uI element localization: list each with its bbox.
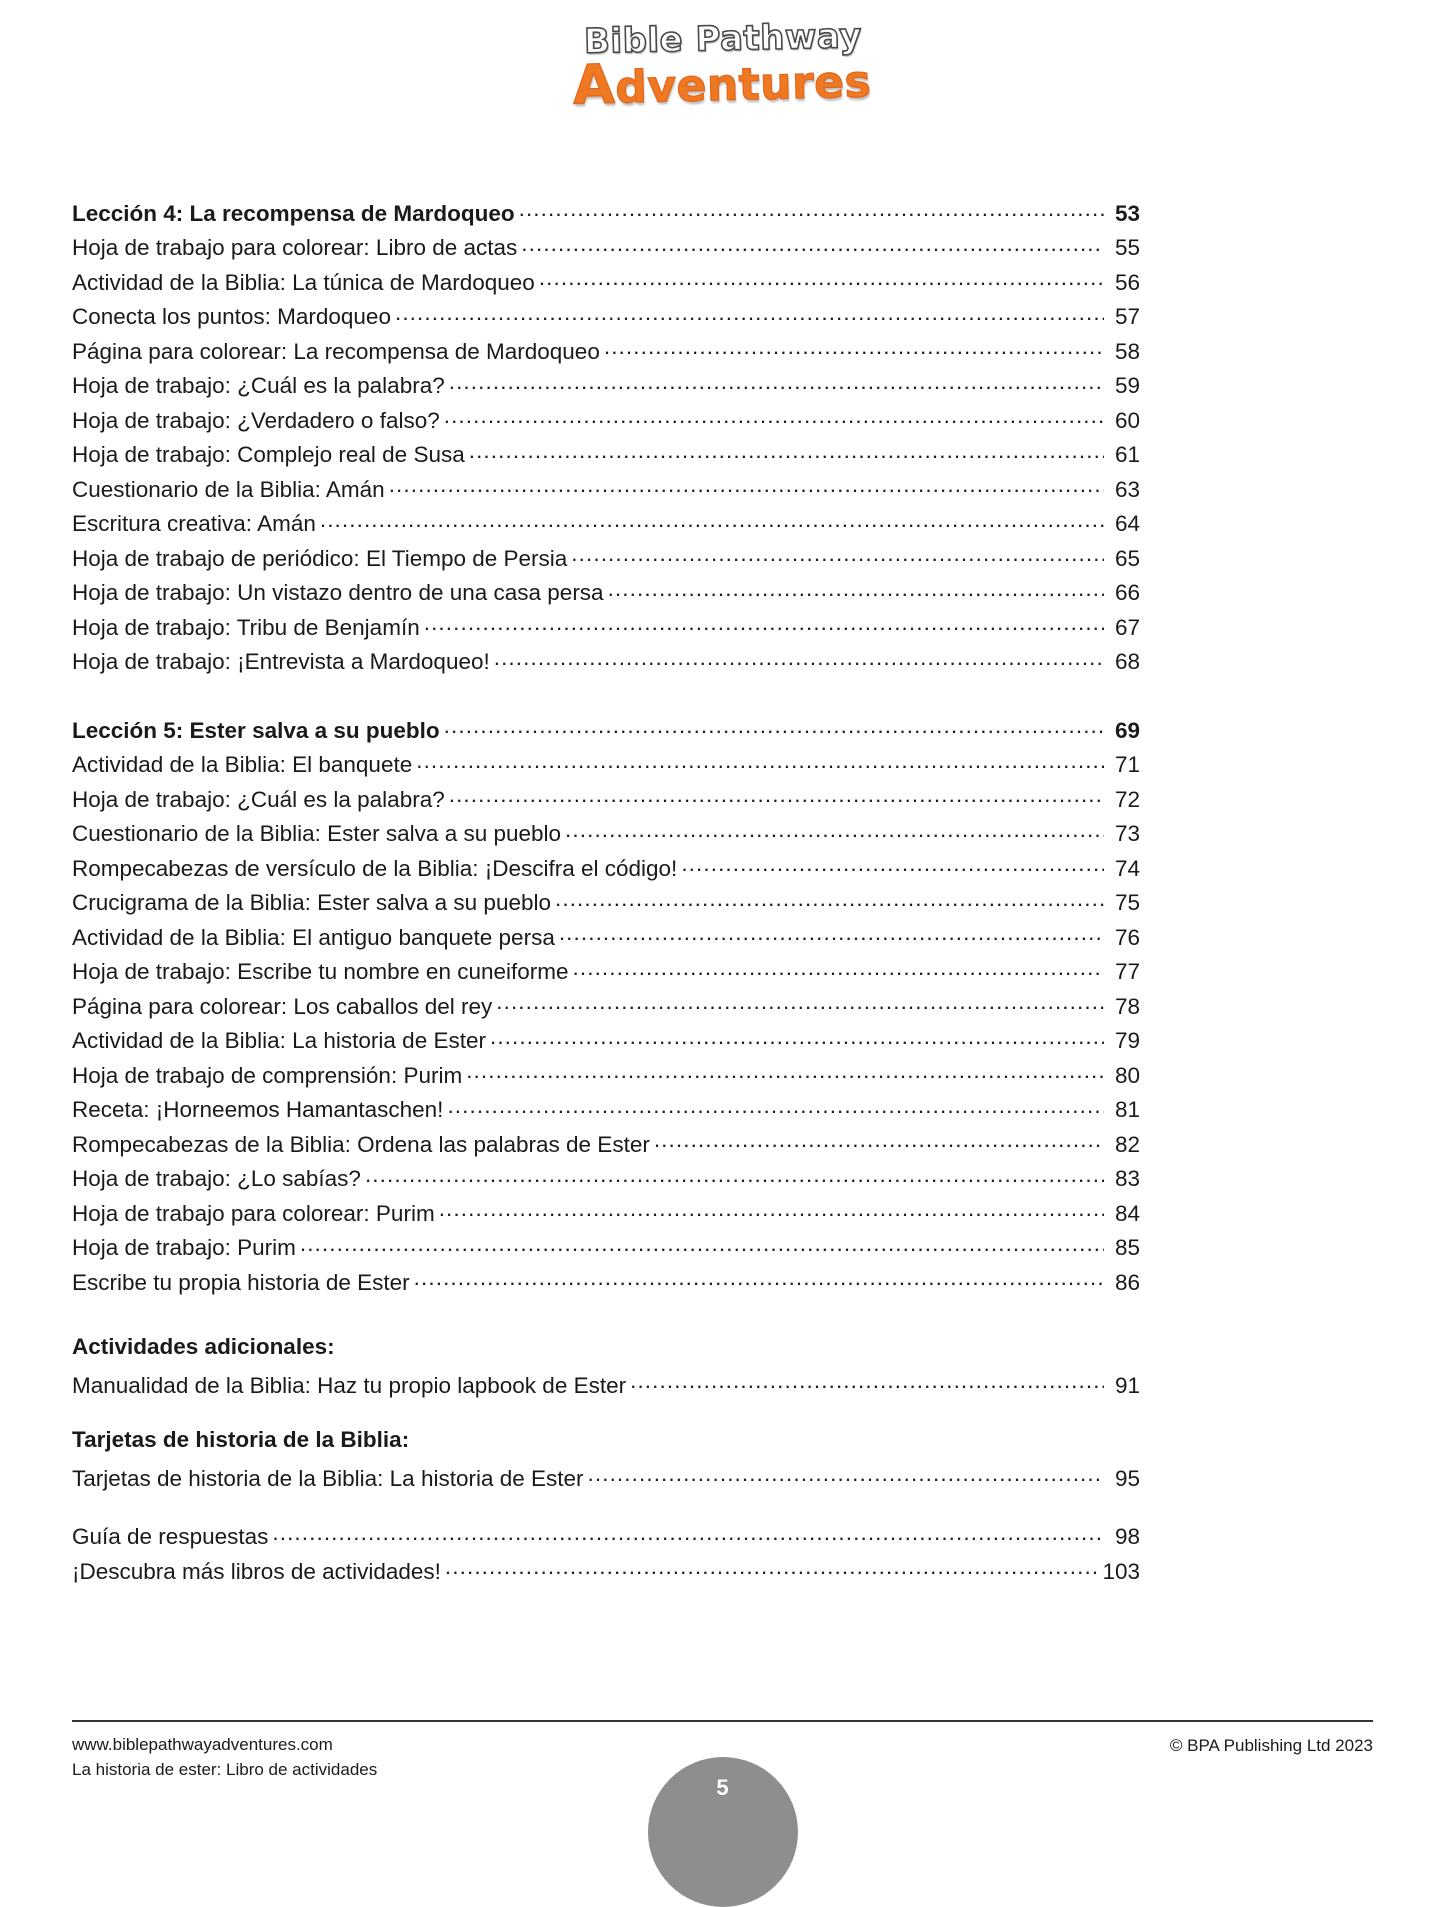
leader-dots	[395, 302, 1104, 325]
toc-entry-label: Crucigrama de la Biblia: Ester salva a su pueblo	[72, 890, 551, 915]
footer-copyright: © BPA Publishing Ltd 2023	[1169, 1736, 1373, 1755]
leader-dots	[320, 509, 1104, 532]
toc-heading-actividades-adicionales: Actividades adicionales:	[72, 1333, 335, 1359]
logo-line-adventures	[572, 52, 873, 117]
section-spacer	[72, 1498, 1140, 1522]
toc-entry-label: Hoja de trabajo para colorear: Libro de actas	[72, 235, 518, 260]
leader-dots	[389, 474, 1104, 497]
toc-entry[interactable]	[72, 371, 1140, 406]
toc-entry-label: Receta: ¡Horneemos Hamantaschen!	[72, 1097, 444, 1122]
toc-entry[interactable]	[72, 784, 1140, 819]
toc-entry[interactable]	[72, 922, 1140, 957]
toc-entry[interactable]	[72, 509, 1140, 544]
toc-entry-label: Hoja de trabajo: ¿Cuál es la palabra?	[72, 786, 445, 812]
toc-entry-page: 56	[1114, 269, 1140, 295]
footer-left-block	[72, 1733, 377, 1782]
leader-dots	[496, 991, 1104, 1014]
toc-entry-page: 66	[1114, 580, 1140, 605]
toc-entry-label: Actividad de la Biblia: El antiguo banquete persa	[72, 924, 555, 950]
toc-entry-page: 78	[1114, 993, 1140, 1019]
leader-dots	[447, 1095, 1104, 1118]
toc-heading-leccion-4[interactable]	[72, 198, 1140, 233]
toc-entry-label: Actividad de la Biblia: La túnica de Mardoqueo	[72, 269, 535, 295]
toc-entry-page: 64	[1114, 511, 1140, 536]
toc-entry[interactable]	[72, 302, 1140, 337]
toc-entry-label: Hoja de trabajo: Un vistazo dentro de una casa persa	[72, 580, 604, 605]
leader-dots	[445, 1556, 1101, 1579]
toc-entry-label: Hoja de trabajo de periódico: El Tiempo de Persia	[72, 545, 568, 571]
toc-entry-label: Manualidad de la Biblia: Haz tu propio lapbook de Ester	[72, 1372, 627, 1398]
table-of-contents	[72, 198, 1140, 1591]
toc-entry[interactable]	[72, 1026, 1140, 1061]
toc-entry-page: 63	[1114, 476, 1140, 502]
page-number-badge	[648, 1757, 798, 1907]
toc-entry[interactable]	[72, 1267, 1140, 1302]
leader-dots	[449, 371, 1104, 394]
toc-entry-page: 59	[1114, 373, 1140, 398]
toc-entry-page: 85	[1114, 1235, 1140, 1260]
leader-dots	[559, 922, 1104, 945]
toc-entry[interactable]	[72, 267, 1140, 302]
toc-entry[interactable]	[72, 1370, 1140, 1405]
toc-entry-page: 73	[1114, 821, 1140, 846]
toc-entry[interactable]	[72, 405, 1140, 440]
logo-line-bible-pathway: Bible Pathway	[583, 16, 862, 62]
footer-subtitle: La historia de ester: Libro de actividades	[72, 1759, 378, 1779]
toc-entry-label: Actividad de la Biblia: La historia de Ester	[72, 1028, 486, 1053]
page-number-value: 5	[716, 1775, 729, 1800]
toc-entry-page: 71	[1114, 752, 1140, 777]
toc-entry-label: Hoja de trabajo para colorear: Purim	[72, 1200, 435, 1226]
toc-entry-label: Hoja de trabajo: Complejo real de Susa	[72, 442, 465, 467]
leader-dots	[681, 853, 1104, 876]
leader-dots	[469, 440, 1104, 463]
toc-entry-page: 68	[1114, 649, 1140, 674]
leader-dots	[416, 750, 1104, 773]
toc-entry-label: Hoja de trabajo: Purim	[72, 1235, 296, 1260]
logo-adventures-rest: dventures	[615, 56, 873, 114]
toc-entry[interactable]	[72, 233, 1140, 268]
leader-dots	[494, 647, 1104, 670]
toc-entry-label: ¡Descubra más libros de actividades!	[72, 1558, 441, 1584]
toc-entry[interactable]	[72, 1095, 1140, 1130]
toc-entry-label: Hoja de trabajo: ¡Entrevista a Mardoqueo!	[72, 649, 490, 674]
toc-entry-label: Escribe tu propia historia de Ester	[72, 1269, 410, 1295]
leader-dots	[449, 784, 1104, 807]
logo-adventures-initial: A	[572, 52, 617, 117]
leader-dots	[654, 1129, 1104, 1152]
toc-heading-page: 53	[1114, 200, 1140, 226]
leader-dots	[424, 612, 1104, 635]
leader-dots	[414, 1267, 1104, 1290]
toc-entry-page: 67	[1114, 614, 1140, 640]
toc-entry[interactable]	[72, 819, 1140, 854]
toc-heading-label: Lección 5: Ester salva a su pueblo	[72, 717, 440, 743]
toc-entry-page: 57	[1114, 304, 1140, 329]
toc-entry[interactable]	[72, 888, 1140, 923]
toc-entry-page: 74	[1114, 855, 1140, 881]
toc-entry-label: Rompecabezas de versículo de la Biblia: ¡Descifra el código!	[72, 855, 678, 881]
leader-dots	[490, 1026, 1104, 1049]
toc-entry[interactable]	[72, 1164, 1140, 1199]
toc-entry-label: Cuestionario de la Biblia: Amán	[72, 476, 385, 502]
toc-entry[interactable]	[72, 440, 1140, 475]
footer-website[interactable]: www.biblepathwayadventures.com	[72, 1735, 333, 1754]
leader-dots	[555, 888, 1104, 911]
toc-entry-label: Hoja de trabajo: Tribu de Benjamín	[72, 614, 420, 640]
leader-dots	[539, 267, 1104, 290]
leader-dots	[573, 957, 1104, 980]
brand-logo	[0, 16, 1445, 117]
toc-entry[interactable]	[72, 543, 1140, 578]
toc-entry-label: Conecta los puntos: Mardoqueo	[72, 304, 391, 329]
toc-entry-page: 81	[1114, 1097, 1140, 1122]
toc-entry-page: 91	[1114, 1372, 1140, 1398]
toc-entry-page: 95	[1114, 1465, 1140, 1491]
toc-entry[interactable]	[72, 991, 1140, 1026]
toc-entry-descubra-mas-libros[interactable]	[72, 1556, 1140, 1591]
toc-entry-label: Cuestionario de la Biblia: Ester salva a su pueblo	[72, 821, 562, 846]
toc-entry-label: Hoja de trabajo de comprensión: Purim	[72, 1062, 463, 1088]
leader-dots	[444, 405, 1104, 428]
toc-heading-leccion-5[interactable]	[72, 715, 1140, 750]
toc-entry-label: Hoja de trabajo: ¿Cuál es la palabra?	[72, 373, 445, 398]
toc-entry-page: 75	[1114, 890, 1140, 915]
toc-entry-page: 82	[1114, 1131, 1140, 1157]
toc-entry-label: Rompecabezas de la Biblia: Ordena las palabras de Ester	[72, 1131, 650, 1157]
toc-entry[interactable]	[72, 336, 1140, 371]
toc-entry[interactable]	[72, 750, 1140, 785]
toc-entry[interactable]	[72, 1129, 1140, 1164]
section-spacer	[72, 1302, 1140, 1336]
leader-dots	[300, 1233, 1104, 1256]
toc-entry-label: Escritura creativa: Amán	[72, 511, 316, 536]
toc-entry-label: Hoja de trabajo: ¿Verdadero o falso?	[72, 407, 440, 433]
leader-dots	[466, 1060, 1104, 1083]
toc-entry-page: 77	[1114, 959, 1140, 984]
toc-entry-page: 61	[1114, 442, 1140, 467]
toc-entry-page: 84	[1114, 1200, 1140, 1226]
leader-dots	[630, 1370, 1104, 1393]
toc-entry-page: 60	[1114, 407, 1140, 433]
toc-entry-page: 72	[1114, 786, 1140, 812]
leader-dots	[565, 819, 1104, 842]
toc-entry-page: 65	[1114, 545, 1140, 571]
toc-entry[interactable]	[72, 474, 1140, 509]
toc-heading-tarjetas-de-historia: Tarjetas de historia de la Biblia:	[72, 1426, 410, 1452]
toc-entry-page: 58	[1114, 338, 1140, 364]
toc-entry[interactable]	[72, 1060, 1140, 1095]
toc-entry-guia-de-respuestas[interactable]	[72, 1522, 1140, 1557]
toc-entry-page: 103	[1102, 1558, 1140, 1584]
leader-dots	[604, 336, 1104, 359]
toc-entry[interactable]	[72, 1233, 1140, 1268]
leader-dots	[608, 578, 1104, 601]
toc-entry-label: Actividad de la Biblia: El banquete	[72, 752, 413, 777]
toc-heading-page: 69	[1114, 717, 1140, 743]
toc-entry-page: 86	[1114, 1269, 1140, 1295]
toc-entry-label: Página para colorear: Los caballos del rey	[72, 993, 493, 1019]
toc-entry-page: 83	[1114, 1166, 1140, 1191]
leader-dots	[272, 1522, 1104, 1545]
toc-entry-page: 79	[1114, 1028, 1140, 1053]
toc-entry[interactable]	[72, 647, 1140, 682]
section-spacer	[72, 1405, 1140, 1429]
toc-entry-label: Página para colorear: La recompensa de Mardoqueo	[72, 338, 600, 364]
leader-dots	[439, 1198, 1104, 1221]
footer-divider	[72, 1720, 1373, 1722]
toc-entry-page: 98	[1114, 1524, 1140, 1549]
toc-entry-label: Tarjetas de historia de la Biblia: La historia de Ester	[72, 1465, 584, 1491]
leader-dots	[588, 1463, 1104, 1486]
toc-entry-label: Hoja de trabajo: Escribe tu nombre en cuneiforme	[72, 959, 569, 984]
toc-entry[interactable]	[72, 1463, 1140, 1498]
leader-dots	[444, 715, 1104, 738]
toc-entry-page: 76	[1114, 924, 1140, 950]
toc-entry-label: Hoja de trabajo: ¿Lo sabías?	[72, 1166, 361, 1191]
toc-entry[interactable]	[72, 1198, 1140, 1233]
toc-entry-page: 80	[1114, 1062, 1140, 1088]
toc-heading-label: Lección 4: La recompensa de Mardoqueo	[72, 200, 515, 226]
leader-dots	[519, 198, 1104, 221]
toc-entry[interactable]	[72, 578, 1140, 613]
toc-entry-label: Guía de respuestas	[72, 1524, 269, 1549]
leader-dots	[571, 543, 1104, 566]
toc-entry-page: 55	[1114, 235, 1140, 260]
leader-dots	[521, 233, 1104, 256]
leader-dots	[365, 1164, 1104, 1187]
toc-entry[interactable]	[72, 957, 1140, 992]
toc-entry[interactable]	[72, 853, 1140, 888]
toc-entry[interactable]	[72, 612, 1140, 647]
section-spacer	[72, 681, 1140, 715]
